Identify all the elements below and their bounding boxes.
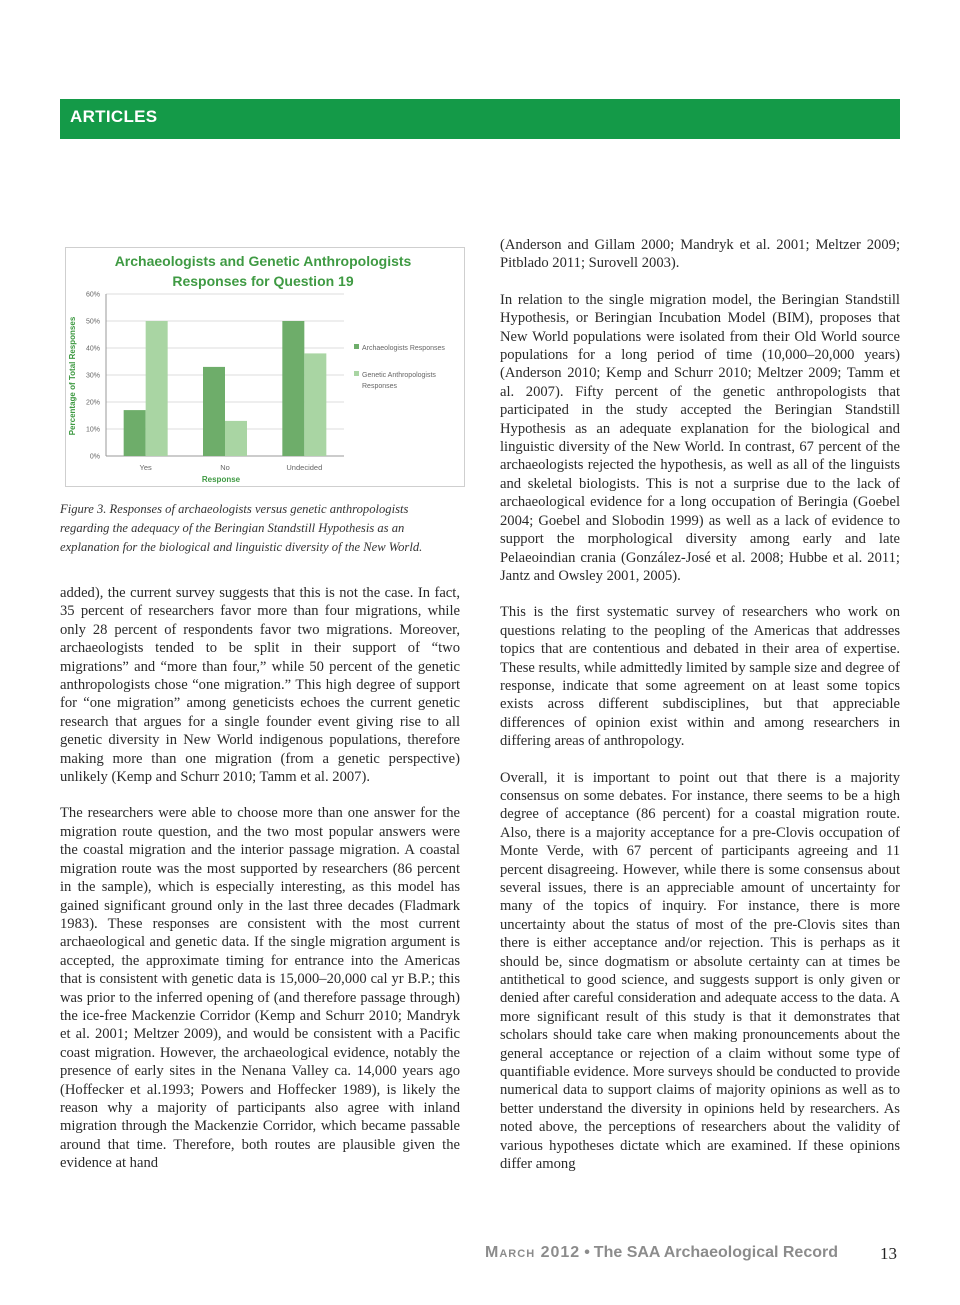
footer-journal-title: The SAA Archaeological Record <box>593 1244 838 1261</box>
y-tick-label: 40% <box>85 345 100 353</box>
bar-chart <box>66 248 464 486</box>
legend-swatch-genetic <box>354 371 359 376</box>
y-tick-label: 60% <box>85 291 100 299</box>
x-axis-label: Response <box>201 475 241 484</box>
footer-month: March 2012 <box>485 1244 581 1261</box>
legend <box>354 344 445 390</box>
left-paragraph-2: The researchers were able to choose more than one answer for the migration route question, and the two most popular answers were the coastal migration and the interior passage migration. A coastal migration route was the most supported by researchers (86 percent in the sample), which is especially interesting, as this model has gained significant ground only in the last three decades (Fladmark 1983). These responses are consistent with the most current archaeological and genetic data. If the single migration argument is accepted, the approximate timing for entrance into the Americas that is consistent with genetic data is 15,000–20,000 cal yr B.P.; this was prior to the inferred opening of (and therefore passage through) the ice-free Mackenzie Corridor (Kemp and Schurr 2010; Mandryk et al. 2001; Meltzer 2009), and would be consistent with a Pacific coast migration. However, the archaeological evidence, notably the presence of early sites in the Nenana Valley ca. 14,000 years ago (Hoffecker et al.1993; Powers and Hoffecker 1989), is likely the reason why a majority of participants also agree with inland migration through the Mackenzie Corridor, which became passable around that time. Therefore, both routes are plausible given the evidence at hand <box>60 805 460 1172</box>
y-axis-label: Percentage of Total Responses <box>68 316 77 436</box>
right-column <box>500 236 900 1192</box>
y-tick-label: 30% <box>85 372 100 380</box>
right-paragraph-4: Overall, it is important to point out that there is a majority consensus on some debates. For instance, there seems to be a high degree of acceptance (86 percent) for a coastal migration route. Also, there is a majority acceptance for a pre-Clovis occupation of Monte Verde, with 67 percent of participants agreeing and 11 percent disagreeing. However, while there is some consensus about several issues, there is an appreciable amount of uncertainty for many of the topics of inquiry. For instance, there is more uncertainty about the status of most of the pre-Clovis sites than there is either acceptance and/or rejection. This is perhaps as it should be, since dogmatism or absolute certainty can at times be antithetical to good science, and suggests support is only given or denied after careful consideration and adequate access to the data. A more significant result of this study is that it demonstrates that scholars should take care when making pronouncements about the general acceptance or rejection of a claim without some type of quantifiable evidence. More surveys should be conducted to provide numerical data to support claims of majority opinions as well as to better understand the diversity in opinions held by researchers. As noted above, the perceptions of researchers about the validity of various hypotheses dictate which are examined. If these opinions differ among <box>500 769 900 1173</box>
bar-yes-series-1 <box>124 410 146 456</box>
figure-3-chart <box>65 247 465 487</box>
figure-caption: Figure 3. Responses of archaeologists versus genetic anthropologists regarding the adequacy of the Beringian Standstill Hypothesis as an explanation for the biological and linguistic diversity of the New World. <box>60 502 423 554</box>
bar-no-series-2 <box>225 421 247 456</box>
right-paragraph-1: (Anderson and Gillam 2000; Mandryk et al. 2001; Meltzer 2009; Pitblado 2011; Surovell 2003). <box>500 237 900 272</box>
y-tick-label: 10% <box>85 426 100 434</box>
page-number: 13 <box>880 1244 897 1263</box>
x-tick-label: No <box>220 463 230 472</box>
y-tick-label: 20% <box>85 399 100 407</box>
legend-label-genetic-line1: Genetic Anthropologists <box>362 372 436 379</box>
right-paragraph-3: This is the first systematic survey of researchers who work on questions relating to the peopling of the Americas that addresses topics that are contentious and debated in their area of expertise. These results, while admittedly limited by sample size and degree of response, indicate that some agreement on at least some topics exists across different subdisciplines, but that appreciable differences of opinion exist within and among researchers in differing areas of anthropology. <box>500 604 900 750</box>
y-tick-label: 0% <box>89 453 100 461</box>
section-label: ARTICLES <box>70 107 158 126</box>
right-paragraph-2: In relation to the single migration model, the Beringian Standstill Hypothesis, or Beringian Incubation Model (BIM), proposes that New World populations were isolated from their Old World source populations for a long period of time (10,000–20,000 years) (Anderson 2010; Kemp and Schurr 2010; Meltzer 2009; Tamm et al. 2007). Fifty percent of the genetic anthropologists that participated in the study accepted the Beringian Standstill Hypothesis as an adequate explanation for the biological and linguistic diversity of the New World. In contrast, 67 percent of the archaeologists rejected the hypothesis, as well as all of the linguists and skeletal biologists. This is not a surprise due to the lack of archaeological evidence for a long occupation of Beringia (Goebel 2004; Goebel and Slobodin 1999) as well as a lack of evidence to support the morphological diversity among early and late Pelaeoindian crania (González-José et al. 2008; Hubbe et al. 2011; Jantz and Owsley 2001, 2005). <box>500 291 900 584</box>
x-tick-label: Yes <box>139 463 152 472</box>
left-column <box>60 584 460 1191</box>
section-banner <box>60 99 900 139</box>
left-paragraph-1: added), the current survey suggests that this is not the case. In fact, 35 percent of researchers favor more than four migrations, while only 28 percent of respondents favor two migrations. Moreover, archaeologists tended to be split in their support of “two migrations” and “more than four,” while 50 percent of the genetic anthropologists chose “one migration.” This high degree of support for “one migration” among geneticists echoes the current genetic research that argues for a single founder event giving rise to all genetic diversity in New World indigenous populations, therefore making more than one migration (from a genetic perspective) unlikely (Kemp and Schurr 2010; Tamm et al. 2007). <box>60 585 460 786</box>
legend-label-genetic-line2: Responses <box>362 383 398 390</box>
footer-bullet: • <box>584 1244 590 1261</box>
bar-undecided-series-1 <box>282 321 304 456</box>
legend-swatch-archaeologists <box>354 344 359 349</box>
footer-journal-line <box>485 1244 838 1262</box>
bar-no-series-1 <box>203 367 225 456</box>
y-tick-label: 50% <box>85 318 100 326</box>
chart-title-line1: Archaeologists and Genetic Anthropologists <box>114 253 412 269</box>
chart-title-line2: Responses for Question 19 <box>172 273 354 289</box>
x-tick-label: Undecided <box>286 463 323 472</box>
bar-yes-series-2 <box>146 321 168 456</box>
bar-undecided-series-2 <box>304 353 326 456</box>
legend-label-archaeologists: Archaeologists Responses <box>362 345 445 352</box>
